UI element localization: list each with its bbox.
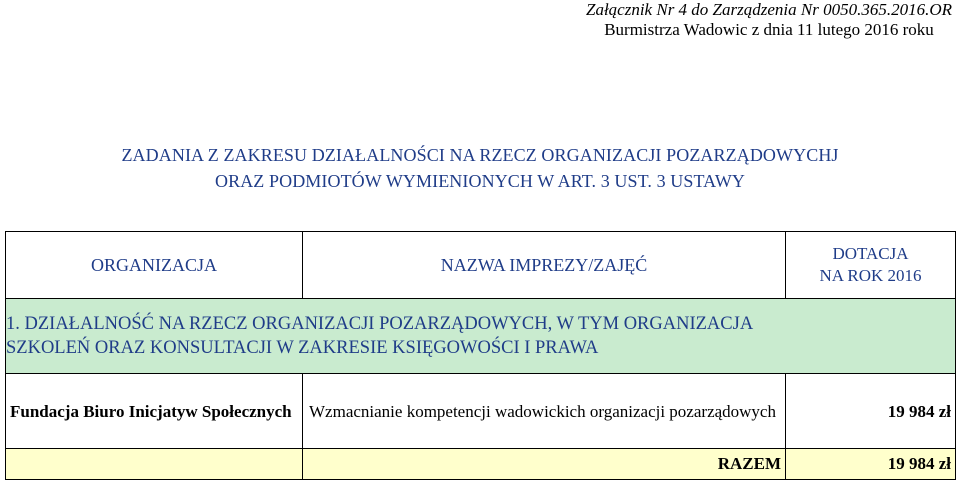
total-blank-cell xyxy=(6,449,303,480)
attachment-note xyxy=(586,0,952,40)
row-amount: 19 984 zł xyxy=(786,374,956,449)
header-event-name: NAZWA IMPREZY/ZAJĘĆ xyxy=(303,232,786,299)
header-grant-line2: NA ROK 2016 xyxy=(819,266,922,285)
row-organization: Fundacja Biuro Inicjatyw Społecznych xyxy=(6,374,303,449)
section-heading-line2: SZKOLEŃ ORAZ KONSULTACJI W ZAKRESIE KSIĘGOWOŚCI I PRAWA xyxy=(6,338,599,358)
table-header-row xyxy=(6,232,956,299)
row-event-name: Wzmacnianie kompetencji wadowickich organizacji pozarządowych xyxy=(303,374,786,449)
section-row xyxy=(6,299,956,374)
attachment-note-line2: Burmistrza Wadowic z dnia 11 lutego 2016 roku xyxy=(604,20,934,39)
document-title xyxy=(0,142,960,194)
document-title-line2: ORAZ PODMIOTÓW WYMIENIONYCH W ART. 3 UST. 3 USTAWY xyxy=(214,171,746,191)
section-heading xyxy=(6,299,956,374)
header-grant xyxy=(786,232,956,299)
document-title-line1: ZADANIA Z ZAKRESU DZIAŁALNOŚCI NA RZECZ ORGANIZACJI POZARZĄDOWYCHJ xyxy=(121,145,839,165)
total-label: RAZEM xyxy=(303,449,786,480)
header-organization: ORGANIZACJA xyxy=(6,232,303,299)
grants-table xyxy=(5,231,956,480)
header-grant-line1: DOTACJA xyxy=(832,244,909,263)
section-heading-line1: 1. DZIAŁALNOŚĆ NA RZECZ ORGANIZACJI POZARZĄDOWYCH, W TYM ORGANIZACJA xyxy=(6,314,754,334)
total-amount: 19 984 zł xyxy=(786,449,956,480)
total-row xyxy=(6,449,956,480)
attachment-note-line1: Załącznik Nr 4 do Zarządzenia Nr 0050.365.2016.OR xyxy=(586,0,952,19)
table-row xyxy=(6,374,956,449)
